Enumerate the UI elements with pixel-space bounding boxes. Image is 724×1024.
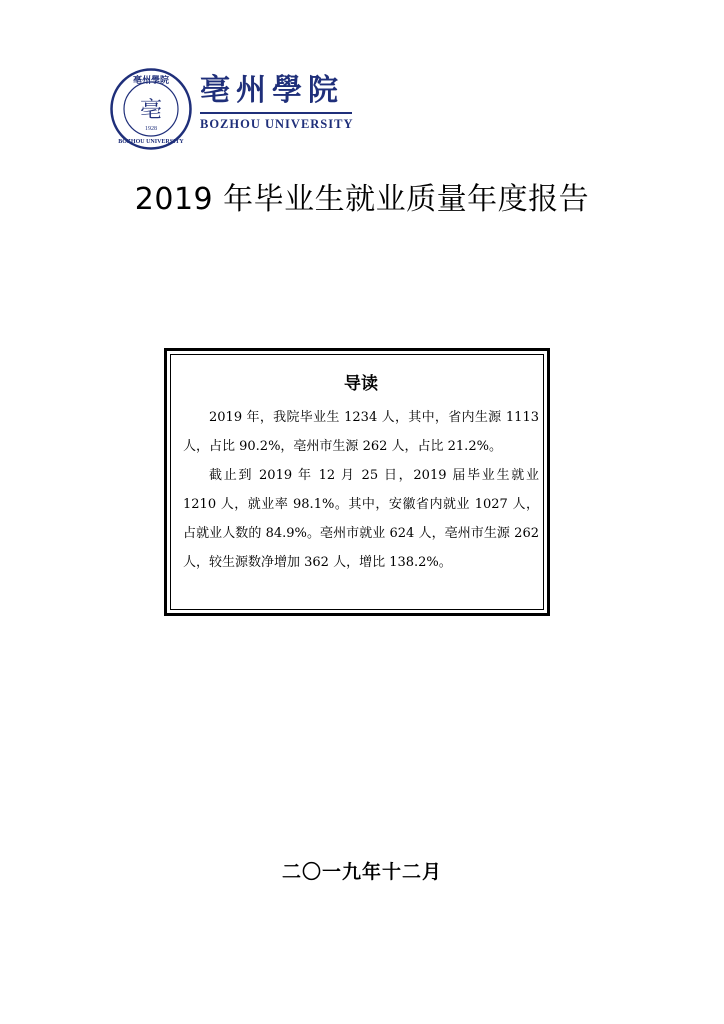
svg-text:亳州學院: 亳州學院 [132, 76, 170, 86]
intro-box [164, 348, 550, 616]
seal-year: 1928 [145, 126, 157, 132]
seal-center-char: 亳 [139, 98, 163, 123]
intro-heading: 导读 [344, 374, 378, 394]
svg-text:BOZHOU UNIVERSITY: BOZHOU UNIVERSITY [118, 139, 184, 145]
intro-paragraph: 截止到 2019 年 12 月 25 日，2019 届毕业生就业 1210 人，就业率 98.1%。其中，安徽省内就业 1027 人，占就业人数的 84.9%。亳州市就业 624 人，亳州市生源 262 人，较生源数净增加 362 人，增比 138.2%。 [183, 468, 539, 570]
university-name-cn: 亳州學院 [200, 73, 344, 108]
wordmark-divider [200, 112, 352, 114]
report-title: 2019 年毕业生就业质量年度报告 [134, 182, 590, 217]
intro-content [183, 373, 539, 577]
intro-box-inner-border [170, 354, 544, 610]
university-seal-logo [110, 68, 192, 150]
university-name-en: BOZHOU UNIVERSITY [200, 117, 354, 131]
seal-icon [110, 68, 192, 150]
university-wordmark [200, 74, 355, 132]
report-date: 二〇一九年十二月 [281, 861, 442, 883]
intro-paragraph: 2019 年，我院毕业生 1234 人，其中，省内生源 1113 人，占比 90.2%，亳州市生源 262 人，占比 21.2%。 [183, 410, 539, 454]
